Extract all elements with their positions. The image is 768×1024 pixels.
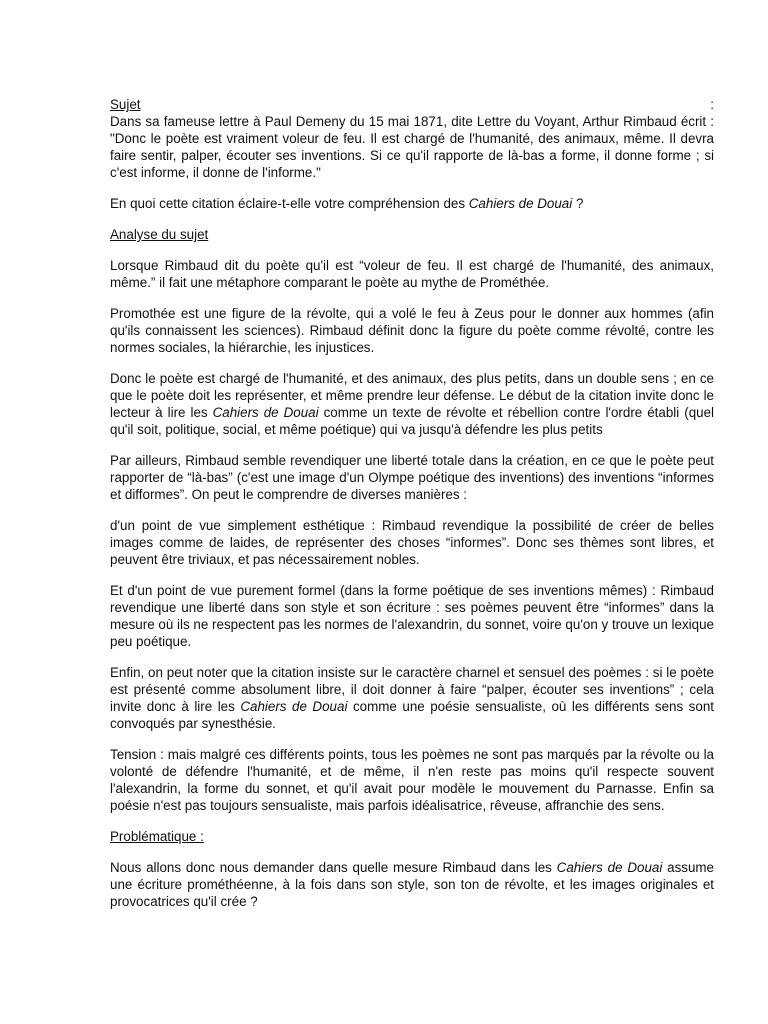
question-paragraph bbox=[110, 195, 714, 212]
analyse-paragraph-7 bbox=[110, 664, 714, 732]
analyse-paragraph-1: Lorsque Rimbaud dit du poète qu'il est “voleur de feu. Il est chargé de l'humanité, des animaux, même.” il fait une métaphore comparant le poète au mythe de Prométhée. bbox=[110, 258, 714, 290]
sujet-paragraph: Dans sa fameuse lettre à Paul Demeny du 15 mai 1871, dite Lettre du Voyant, Arthur Rimbaud écrit : "Donc le poète est vraiment voleur de feu. Il est chargé de l'humanité, des animaux, même. Il devra faire sentir, palper, écouter ses inventions. Si ce qu'il rapporte de là-bas a forme, il donne forme ; si c'est informe, il donne de l'informe." bbox=[110, 114, 714, 180]
analyse-p7-title: Cahiers de Douai bbox=[240, 699, 348, 714]
analyse-heading: Analyse du sujet bbox=[110, 227, 209, 242]
question-title: Cahiers de Douai bbox=[468, 196, 573, 211]
document-page bbox=[110, 96, 714, 924]
question-end: ? bbox=[572, 196, 584, 211]
problematique-heading: Problématique : bbox=[110, 829, 204, 844]
analyse-paragraph-6: Et d'un point de vue purement formel (dans la forme poétique de ses inventions mêmes) : Rimbaud revendique une liberté dans son style et son écriture : ses poèmes peuvent être “informes” dans la mesure où ils ne respectent pas les normes de l'alexandrin, du sonnet, voire qu'on y trouve un lexique peu poétique. bbox=[110, 583, 714, 649]
problematique-title: Cahiers de Douai bbox=[556, 860, 663, 875]
problematique-text: Nous allons donc nous demander dans quelle mesure Rimbaud dans les bbox=[110, 860, 557, 875]
question-text: En quoi cette citation éclaire-t-elle votre compréhension des bbox=[110, 196, 469, 211]
sujet-heading-row bbox=[110, 96, 714, 113]
problematique-end: assume une écriture prométhéenne, à la fois dans son style, son ton de révolte, et les images originales et provocatrices qu'il crée ? bbox=[110, 860, 715, 909]
analyse-paragraph-8: Tension : mais malgré ces différents points, tous les poèmes ne sont pas marqués par la révolte ou la volonté de défendre l'humanité, et de même, il n'en reste pas moins qu'il respecte souvent l'alexandrin, la forme du sonnet, et qu'il avait pour modèle le mouvement du Parnasse. Enfin sa poésie n'est pas toujours sensualiste, mais parfois idéalisatrice, rêveuse, affranchie des sens. bbox=[110, 747, 714, 813]
analyse-p7-end: comme une poésie sensualiste, où les différents sens sont convoqués par synesthésie. bbox=[110, 699, 714, 731]
analyse-paragraph-5: d'un point de vue simplement esthétique : Rimbaud revendique la possibilité de créer de belles images comme de laides, de représenter des choses “informes”. Donc ses thèmes sont libres, et peuvent être triviaux, et pas nécessairement nobles. bbox=[110, 518, 714, 567]
sujet-heading: Sujet bbox=[110, 97, 141, 112]
problematique-heading-paragraph bbox=[110, 828, 714, 845]
analyse-p7-text: Enfin, on peut noter que la citation insiste sur le caractère charnel et sensuel des poèmes : si le poète est présenté comme absolument libre, il doit donner à faire “palper, écouter ses inventions” ; cela invite donc à lire les bbox=[110, 665, 714, 714]
analyse-p3-end: comme un texte de révolte et rébellion contre l'ordre établi (quel qu'il soit, politique, social, et même poétique) qui va jusqu'à défendre les plus petits bbox=[110, 405, 715, 437]
problematique-paragraph bbox=[110, 859, 714, 910]
analyse-p3-text: Donc le poète est chargé de l'humanité, et des animaux, des plus petits, dans un double sens ; en ce que le poète doit les représenter, et même prendre leur défense. Le début de la citation invite donc le lecteur à lire les bbox=[110, 371, 714, 420]
analyse-paragraph-3 bbox=[110, 370, 714, 438]
analyse-heading-paragraph bbox=[110, 226, 714, 243]
analyse-paragraph-2: Promothée est une figure de la révolte, qui a volé le feu à Zeus pour le donner aux hommes (afin qu'ils connaissent les sciences). Rimbaud définit donc la figure du poète comme révolté, contre les normes sociales, la hiérarchie, les injustices. bbox=[110, 306, 714, 355]
analyse-paragraph-4: Par ailleurs, Rimbaud semble revendiquer une liberté totale dans la création, en ce que le poète peut rapporter de “là-bas” (c'est une image d'un Olympe poétique des inventions) des inventions “informes et difformes”. On peut le comprendre de diverses manières : bbox=[110, 453, 714, 502]
sujet-colon: : bbox=[710, 97, 714, 112]
analyse-p3-title: Cahiers de Douai bbox=[212, 405, 319, 420]
